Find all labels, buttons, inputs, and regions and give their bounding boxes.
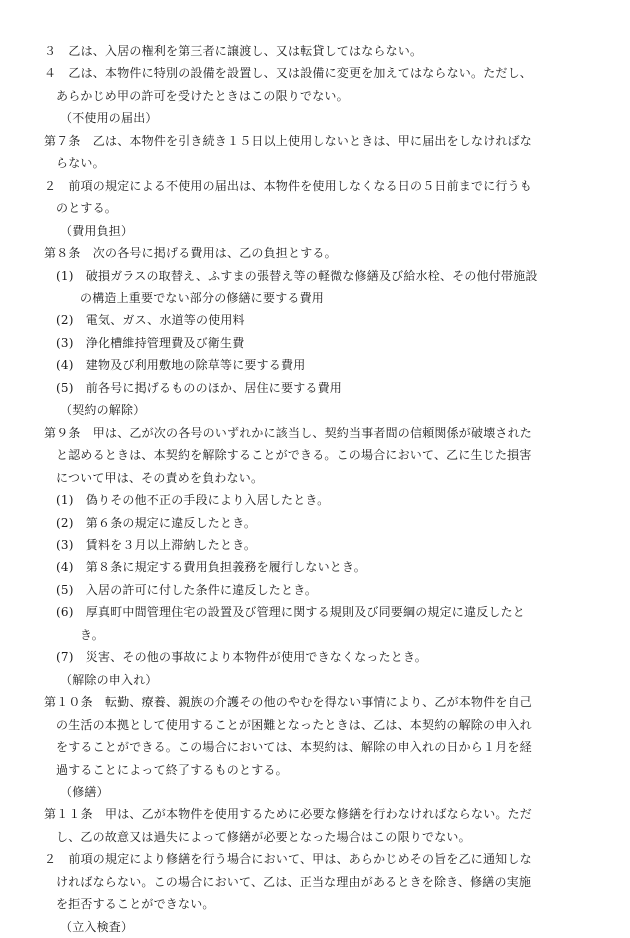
article-10-line: 第１０条 転勤、療養、親族の介護その他のやむを得ない事情により、乙が本物件を自己 xyxy=(44,695,533,710)
heading-cost-burden: （費用負担） xyxy=(60,223,134,238)
article-10-cont-line-2: をすることができる。この場合においては、本契約は、解除の申入れの日から１月を経 xyxy=(56,740,532,755)
article-11-para-2-line: ２ 前項の規定により修繕を行う場合において、甲は、あらかじめその旨を乙に通知しな xyxy=(44,852,532,867)
heading-repairs: （修繕） xyxy=(60,784,109,799)
article-8-item-1-line: (1) 破損ガラスの取替え、ふすまの張替え等の軽微な修繕及び給水栓、その他付帯施設 xyxy=(56,268,538,283)
article-10-cont-line-1: の生活の本拠として使用することが困難となったときは、乙は、本契約の解除の申入れ xyxy=(56,717,532,732)
heading-non-use-notice: （不使用の届出） xyxy=(60,111,158,126)
paragraph-3-line: ３ 乙は、入居の権利を第三者に譲渡し、又は転貸してはならない。 xyxy=(44,44,423,58)
article-9-item-6-cont-line: き。 xyxy=(80,627,104,642)
article-9-item-4-line: (4) 第８条に規定する費用負担義務を履行しないとき。 xyxy=(56,560,366,575)
paragraph-4-cont-line: あらかじめ甲の許可を受けたときはこの限りでない。 xyxy=(56,88,349,103)
article-8-item-1-cont-line: の構造上重要でない部分の修繕に要する費用 xyxy=(80,290,325,305)
article-9-item-5-line: (5) 入居の許可に付した条件に違反したとき。 xyxy=(56,582,318,597)
article-7-line: 第７条 乙は、本物件を引き続き１５日以上使用しないときは、甲に届出をしなければな xyxy=(44,133,533,148)
article-9-cont-line-1: と認めるときは、本契約を解除することができる。この場合において、乙に生じた損害 xyxy=(56,448,532,463)
article-7-para-2-cont-line: のとする。 xyxy=(56,201,118,216)
article-10-cont-line-3: 過することによって終了するものとする。 xyxy=(56,762,288,777)
article-8-item-5-line: (5) 前各号に掲げるもののほか、居住に要する費用 xyxy=(56,380,342,395)
article-11-line: 第１１条 甲は、乙が本物件を使用するために必要な修繕を行わなければならない。ただ xyxy=(44,807,533,822)
heading-termination: （契約の解除） xyxy=(60,403,146,418)
paragraph-4-line: ４ 乙は、本物件に特別の設備を設置し、又は設備に変更を加えてはならない。ただし、 xyxy=(44,66,533,81)
article-8-item-3-line: (3) 浄化槽維持管理費及び衛生費 xyxy=(56,335,245,350)
article-7-para-2-line: ２ 前項の規定による不使用の届出は、本物件を使用しなくなる日の５日前までに行うも xyxy=(44,178,533,193)
article-9-item-2-line: (2) 第６条の規定に違反したとき。 xyxy=(56,515,257,530)
article-11-cont-line: し、乙の故意又は過失によって修繕が必要となった場合はこの限りでない。 xyxy=(56,829,471,844)
article-11-para-2-cont-line-2: を拒否することができない。 xyxy=(56,897,215,912)
article-9-item-7-line: (7) 災害、その他の事故により本物件が使用できなくなったとき。 xyxy=(56,650,427,665)
article-9-item-1-line: (1) 偽りその他不正の手段により入居したとき。 xyxy=(56,493,330,508)
article-9-item-3-line: (3) 賃料を３月以上滞納したとき。 xyxy=(56,537,257,552)
article-8-item-2-line: (2) 電気、ガス、水道等の使用料 xyxy=(56,313,245,328)
article-7-cont-line: らない。 xyxy=(56,156,105,171)
heading-cancellation-request: （解除の申入れ） xyxy=(60,672,158,687)
article-11-para-2-cont-line-1: ければならない。この場合において、乙は、正当な理由があるときを除き、修繕の実施 xyxy=(56,874,532,889)
article-9-cont-line-2: について甲は、その責めを負わない。 xyxy=(56,470,264,485)
article-9-line: 第９条 甲は、乙が次の各号のいずれかに該当し、契約当事者間の信頼関係が破壊された xyxy=(44,425,533,440)
heading-inspection: （立入検査） xyxy=(60,919,134,934)
article-8-item-4-line: (4) 建物及び利用敷地の除草等に要する費用 xyxy=(56,358,306,373)
article-9-item-6-line: (6) 厚真町中間管理住宅の設置及び管理に関する規則及び同要綱の規定に違反したと xyxy=(56,605,526,620)
article-8-line: 第８条 次の各号に掲げる費用は、乙の負担とする。 xyxy=(44,246,337,261)
